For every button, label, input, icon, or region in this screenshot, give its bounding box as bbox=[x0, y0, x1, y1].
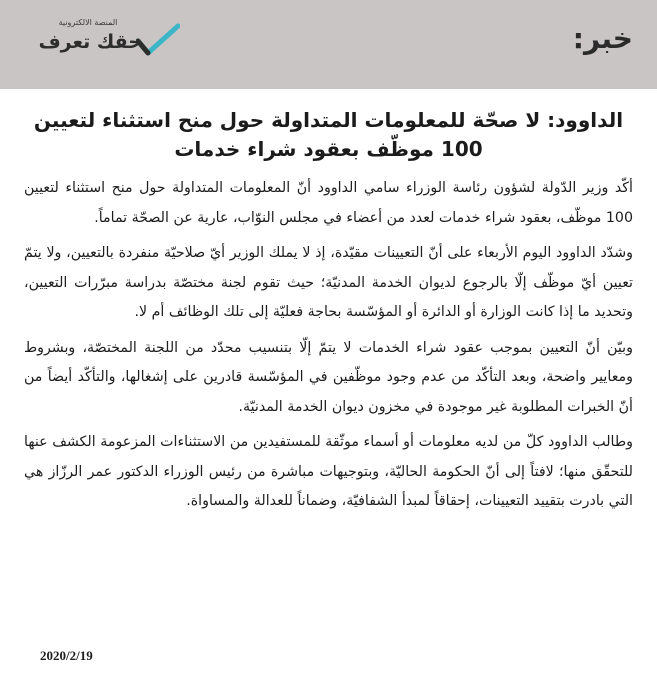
header-bar bbox=[0, 0, 657, 89]
logo-tagline: المنصة الالكترونية bbox=[58, 18, 118, 27]
article-date: 2020/2/19 bbox=[40, 648, 93, 663]
article-headline: الداوود: لا صحّة للمعلومات المتداولة حول منح استثناء لتعيين 100 موظّف بعقود شراء خدمات bbox=[33, 108, 624, 161]
paragraph: وطالب الداوود كلّ من لديه معلومات أو أسماء موثّقة للمستفيدين من الاستثناءات المزعومة الكشف عنها للتحقّق منها؛ لافتاً إلى أنّ الحكومة الحاليّة، وبتوجيهات مباشرة من رئيس الوزراء الدكتور عمر الرزّاز هي التي بادرت بتقييد التعيينات، إحقاقاً لمبدأ الشفافيّة، وضماناً للعدالة والمساواة. bbox=[24, 434, 633, 509]
paragraph: وشدّد الداوود اليوم الأربعاء على أنّ التعيينات مقيّدة، إذ لا يملك الوزير أيّ صلاحيّة منفردة بالتعيين، ولا يتمّ تعيين أيّ موظّف إلّا بالرجوع لديوان الخدمة المدنيّة؛ حيث تقوم لجنة مختصّة بدراسة مبرّرات التعيين، وتحديد ما إذا كانت الوزارة أو الدائرة أو المؤسّسة بحاجة فعليّة إلى تلك الوظائف أم لا. bbox=[24, 245, 633, 320]
platform-logo[interactable] bbox=[40, 14, 180, 64]
logo-name: حقك تعرف bbox=[38, 31, 142, 53]
paragraph: وبيّن أنّ التعيين بموجب عقود شراء الخدمات لا يتمّ إلّا بتنسيب محدّد من اللجنة المختصّة، وبشروط ومعايير واضحة، وبعد التأكّد من عدم وجود موظّفين في المؤسّسة قادرين على إشغالها، والتأكّد أيضاً من أنّ الخبرات المطلوبة غير موجودة في مخزون ديوان الخدمة المدنيّة. bbox=[24, 339, 633, 415]
article-body bbox=[24, 106, 633, 523]
checkmark-icon bbox=[136, 22, 180, 58]
paragraph: أكّد وزير الدّولة لشؤون رئاسة الوزراء سامي الداوود أنّ المعلومات المتداولة حول منح استثناء لتعيين 100 موظّف، بعقود شراء خدمات لعدد من أعضاء في مجلس النوّاب، عارية عن الصحّة تماماً. bbox=[24, 180, 633, 226]
news-label: خبر: bbox=[572, 22, 633, 55]
